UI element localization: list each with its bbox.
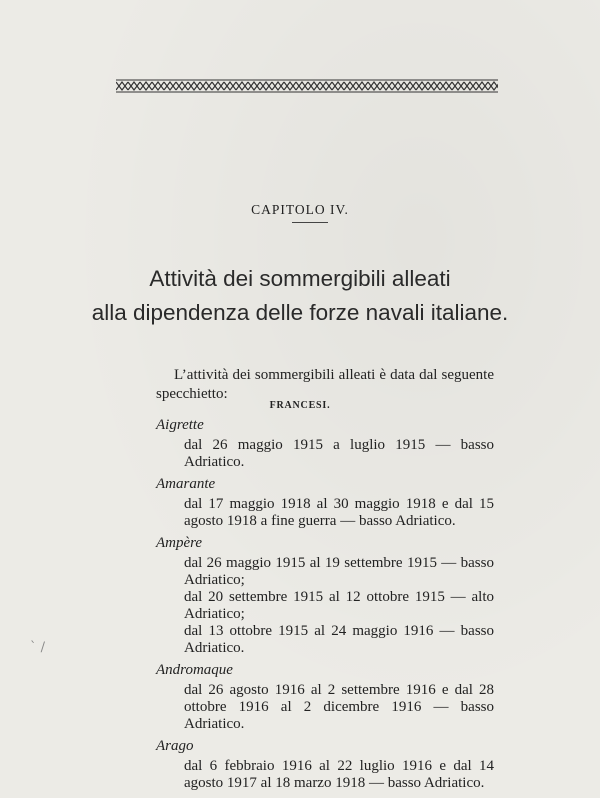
ornament-segment: [248, 82, 260, 90]
service-period: dal 26 agosto 1916 al 2 settembre 1916 e dal 28 ottobre 1916 al 2 dicembre 1916 — basso Adriatico.: [184, 682, 494, 732]
ornament-segment: [368, 82, 380, 90]
submarine-entry: [156, 416, 494, 471]
title-line-1: Attività dei sommergibili alleati: [149, 266, 451, 291]
ornament-segment: [392, 82, 404, 90]
title-line-2: alla dipendenza delle forze navali italiane.: [91, 300, 509, 325]
section-heading: FRANCESI.: [269, 400, 331, 411]
ornament-segment: [416, 82, 428, 90]
service-period: dal 13 ottobre 1915 al 24 maggio 1916 — basso Adriatico.: [184, 623, 494, 656]
ornament-segment: [296, 82, 308, 90]
ornament-segment: [488, 82, 498, 90]
ornament-segment: [320, 82, 332, 90]
ornament-segment: [176, 82, 188, 90]
submarine-name: Amarante: [156, 476, 216, 492]
submarine-name: Andromaque: [156, 662, 233, 678]
chapter-rule: [292, 222, 328, 223]
chapter-heading: CAPITOLO IV.: [251, 202, 349, 217]
ornament-segment: [464, 82, 476, 90]
ornament-segment: [428, 82, 440, 90]
ornament-segment: [116, 82, 128, 90]
submarine-name: Arago: [156, 738, 194, 754]
service-period: dal 26 maggio 1915 a luglio 1915 — basso Adriatico.: [184, 437, 494, 470]
ornament-segment: [452, 82, 464, 90]
ornament-segment: [332, 82, 344, 90]
ornament-segment: [164, 82, 176, 90]
ornament-segment: [212, 82, 224, 90]
ornamental-border: [116, 79, 498, 93]
submarine-entry: [156, 737, 494, 792]
ornament-segment: [188, 82, 200, 90]
submarine-entry: [156, 661, 494, 733]
ornament-segment: [152, 82, 164, 90]
ornament-segment: [140, 82, 152, 90]
page-blemish: ` /: [30, 640, 46, 655]
ornament-segment: [308, 82, 320, 90]
ornament-segment: [344, 82, 356, 90]
ornament-icon: [116, 79, 498, 93]
ornament-segment: [236, 82, 248, 90]
service-period: dal 6 febbraio 1916 al 22 luglio 1916 e dal 14 agosto 1917 al 18 marzo 1918 — basso Adriatico.: [184, 758, 494, 791]
ornament-segment: [260, 82, 272, 90]
ornament-segment: [200, 82, 212, 90]
ornament-segment: [128, 82, 140, 90]
submarine-list: [156, 416, 494, 792]
submarine-name: Ampère: [156, 535, 203, 551]
submarine-entry: [156, 475, 494, 530]
ornament-segment: [356, 82, 368, 90]
ornament-segment: [224, 82, 236, 90]
intro-paragraph: L’attività dei sommergibili alleati è data dal seguente specchietto:: [156, 367, 494, 402]
ornament-segment: [404, 82, 416, 90]
service-period: dal 20 settembre 1915 al 12 ottobre 1915 — alto Adriatico;: [184, 589, 494, 622]
service-period: dal 17 maggio 1918 al 30 maggio 1918 e dal 15 agosto 1918 a fine guerra — basso Adriatico.: [184, 496, 494, 529]
ornament-segment: [380, 82, 392, 90]
submarine-name: Aigrette: [156, 417, 204, 433]
service-period: dal 26 maggio 1915 al 19 settembre 1915 — basso Adriatico;: [184, 555, 494, 588]
ornament-segment: [440, 82, 452, 90]
ornament-segment: [284, 82, 296, 90]
submarine-entry: [156, 534, 494, 657]
ornament-segment: [476, 82, 488, 90]
ornament-segment: [272, 82, 284, 90]
